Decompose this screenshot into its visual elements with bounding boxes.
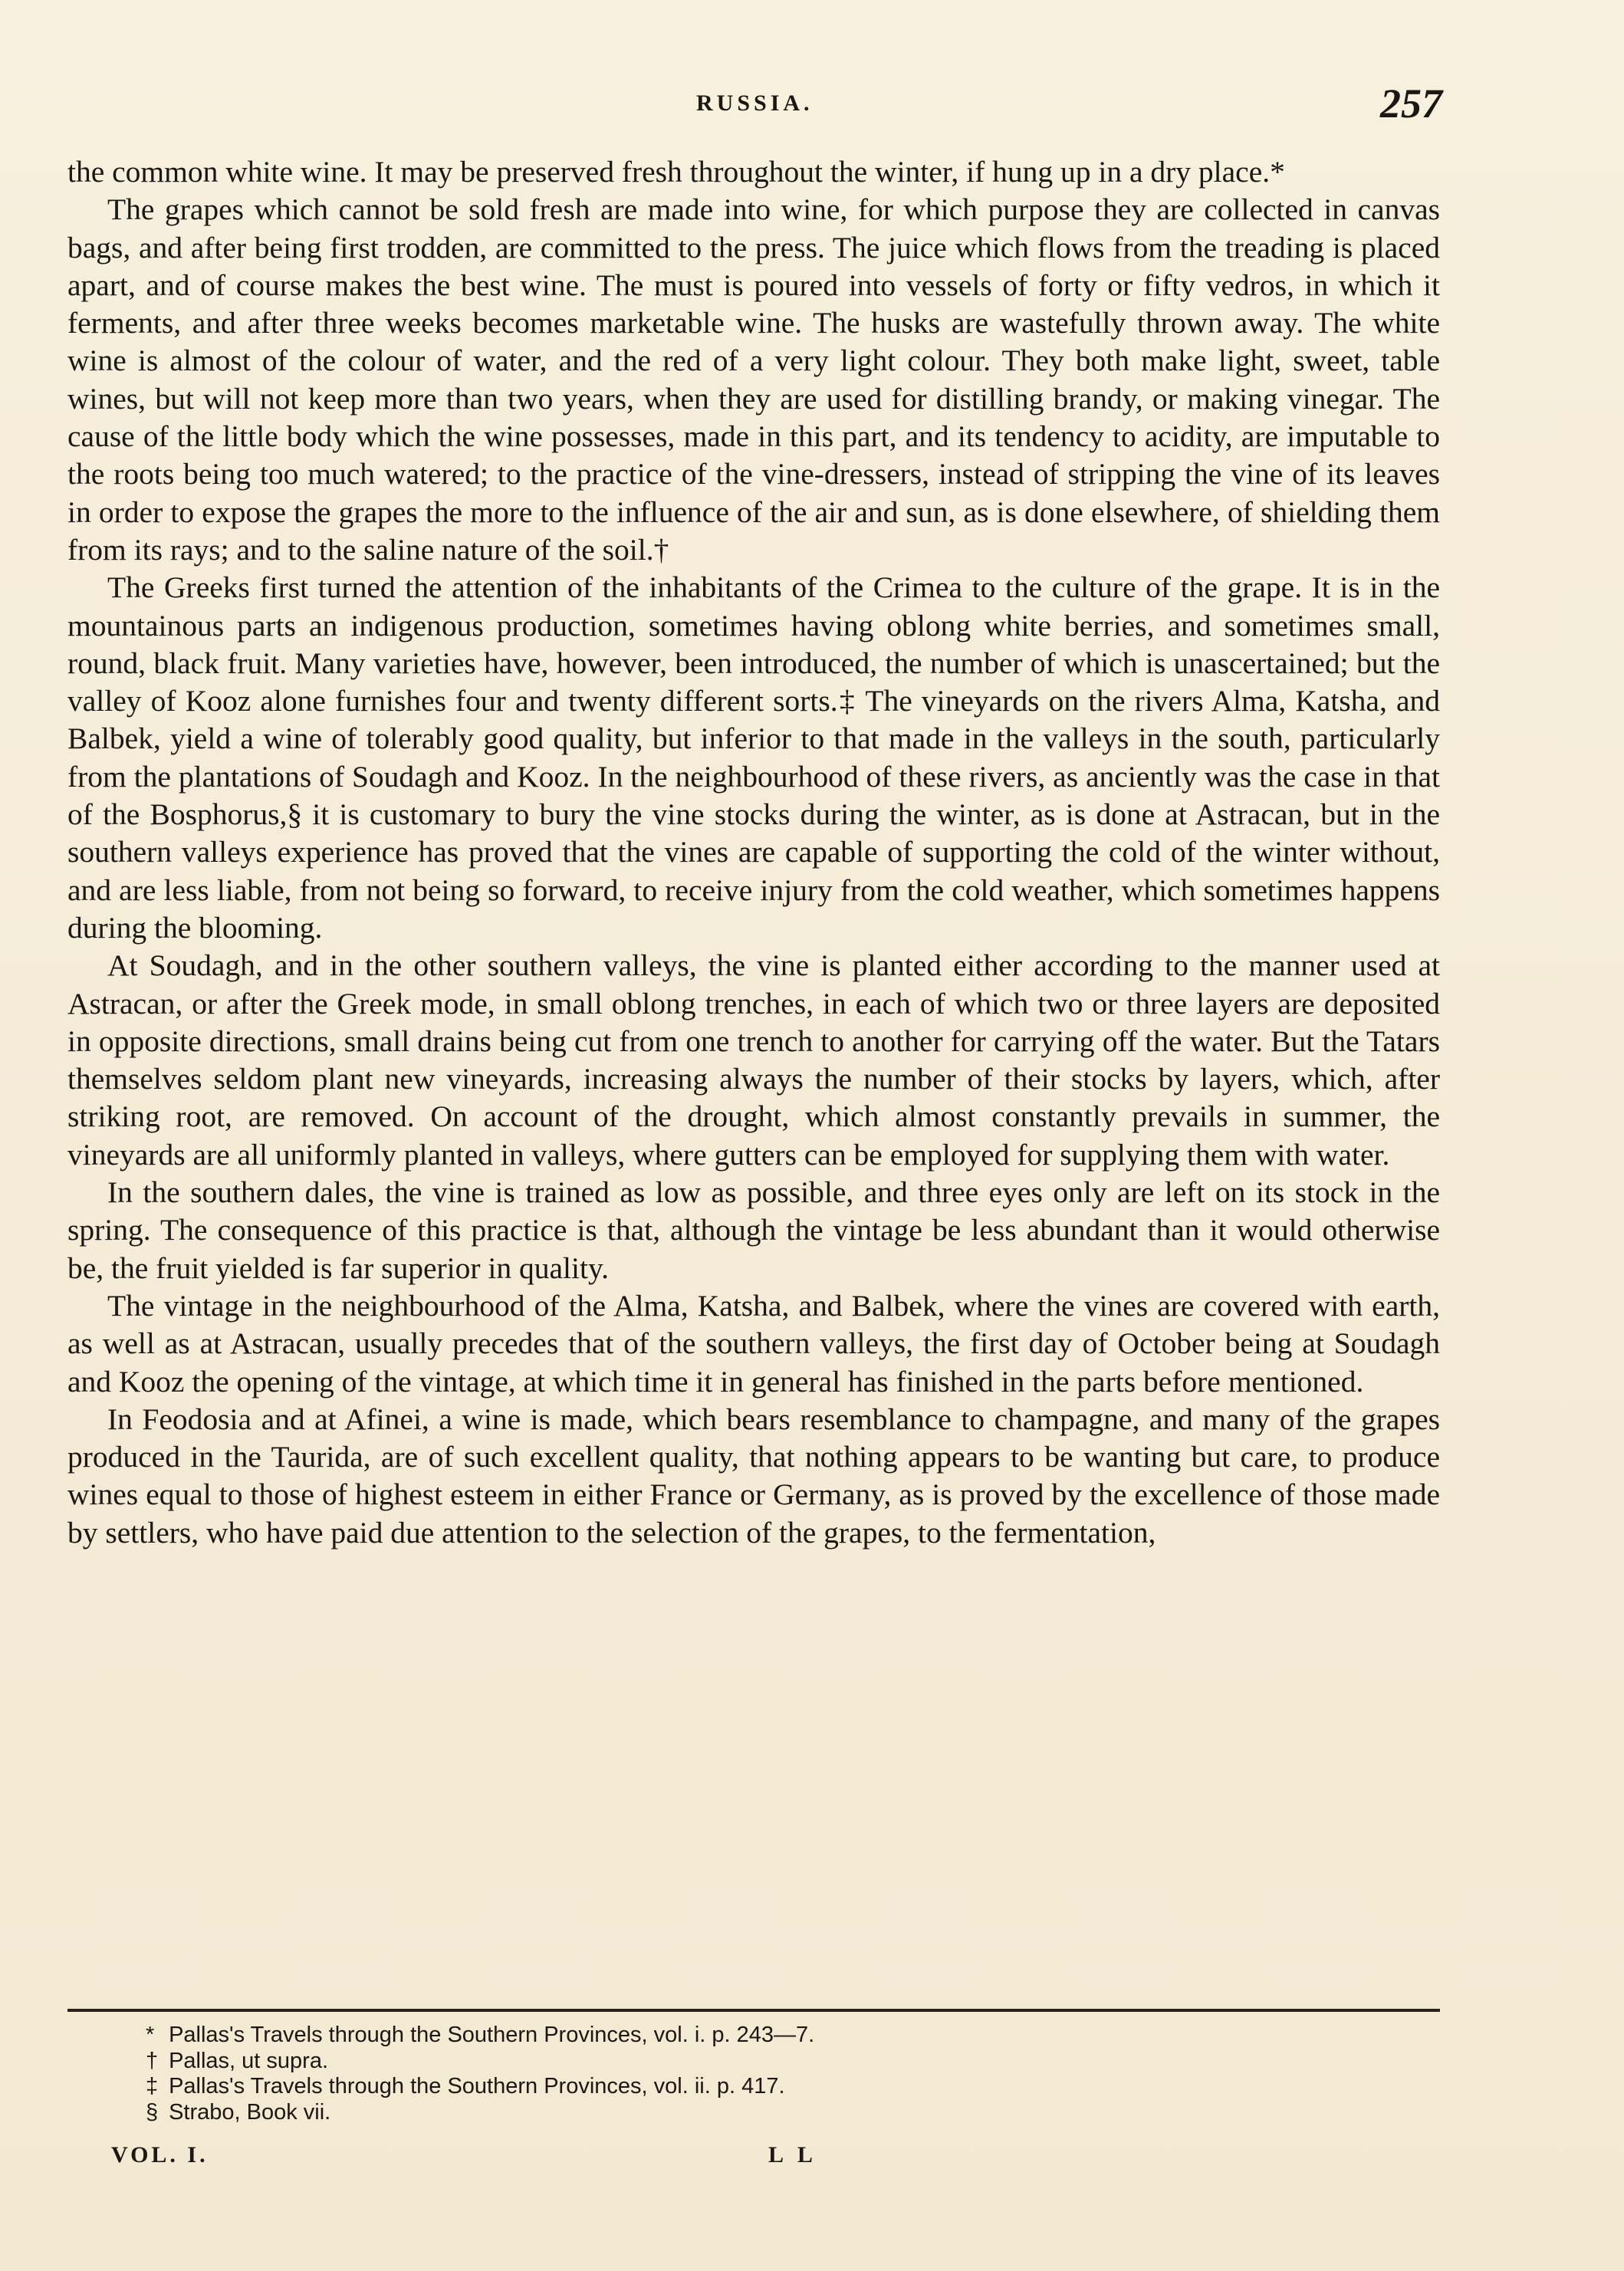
- footnote-text: Strabo, Book vii.: [169, 2099, 331, 2125]
- footnote-mark: §: [146, 2099, 159, 2125]
- volume-signature: VOL. I.: [111, 2142, 209, 2167]
- footnote: [146, 2023, 1296, 2049]
- footnote: [146, 2049, 1296, 2075]
- footnote-rule: [67, 2009, 1440, 2012]
- page-header: [0, 81, 1624, 132]
- footnote-mark: *: [146, 2023, 155, 2047]
- running-head: RUSSIA.: [696, 90, 814, 116]
- paragraph-planting: At Soudagh, and in the other southern valleys, the vine is planted either according to the manner used at Astracan, or after the Greek mode, in small oblong trenches, in each of which two or three layers are deposited in opposite directions, small drains being cut from one trench to another for carrying off the water. But the Tatars themselves seldom plant new vineyards, increasing always the number of their stocks by layers, which, after striking root, are removed. On account of the drought, which almost constantly prevails in summer, the vineyards are all uniformly planted in valleys, where gutters can be employed for supplying them with water.: [67, 948, 1440, 1172]
- footnotes: [146, 2023, 1296, 2125]
- footnote-mark: †: [146, 2048, 159, 2073]
- paragraph-feodosia: In Feodosia and at Afinei, a wine is made, which bears resemblance to champagne, and many of the grapes produced in the Taurida, are of such excellent quality, that nothing appears to be wanting but care, to produce wines equal to those of highest esteem in either France or Germany, as is proved by the excellence of those made by settlers, who have paid due attention to the selection of the grapes, to the fermentation,: [67, 1402, 1440, 1550]
- paragraph-vintage: The vintage in the neighbourhood of the Alma, Katsha, and Balbek, where the vines are covered with earth, as well as at Astracan, usually precedes that of the southern valleys, the first day of October being at Soudagh and Kooz the opening of the vintage, at which time it in general has finished in the parts before mentioned.: [67, 1288, 1440, 1398]
- footnote: [146, 2100, 1296, 2126]
- footnote-mark: ‡: [146, 2074, 159, 2098]
- page-number: 257: [1380, 81, 1442, 127]
- footnote-text: Pallas's Travels through the Southern Provinces, vol. i. p. 243—7.: [169, 2023, 815, 2047]
- gathering-signature: L L: [768, 2142, 817, 2167]
- paragraph-southern-dales: In the southern dales, the vine is trained as low as possible, and three eyes only are left on its stock in the spring. The consequence of this practice is that, although the vintage be less abundant than it would otherwise be, the fruit yielded is far superior in quality.: [67, 1175, 1440, 1285]
- paragraph-continuation: the common white wine. It may be preserved fresh throughout the winter, if hung up in a dry place.*: [67, 155, 1285, 189]
- footnote-text: Pallas, ut supra.: [169, 2048, 329, 2073]
- paragraph-greek-culture: The Greeks first turned the attention of the inhabitants of the Crimea to the culture of the grape. It is in the mountainous parts an indigenous production, sometimes having oblong white berries, and sometimes small, round, black fruit. Many varieties have, however, been introduced, the number of which is unascertained; but the valley of Kooz alone furnishes four and twenty different sorts.‡ The vineyards on the rivers Alma, Katsha, and Balbek, yield a wine of tolerably good quality, but inferior to that made in the valleys in the south, particularly from the plantations of Soudagh and Kooz. In the neighbourhood of these rivers, as anciently was the case in that of the Bosphorus,§ it is customary to bury the vine stocks during the winter, as is done at Astracan, but in the southern valleys experience has proved that the vines are capable of supporting the cold of the winter without, and are less liable, from not being so forward, to receive injury from the cold weather, which sometimes happens during the blooming.: [67, 570, 1440, 945]
- footnote: [146, 2074, 1296, 2100]
- footnote-text: Pallas's Travels through the Southern Provinces, vol. ii. p. 417.: [169, 2074, 785, 2098]
- body-text: [67, 153, 1440, 1552]
- paragraph-wine-making: The grapes which cannot be sold fresh are made into wine, for which purpose they are collected in canvas bags, and after being first trodden, are committed to the press. The juice which flows from the treading is placed apart, and of course makes the best wine. The must is poured into vessels of forty or fifty vedros, in which it ferments, and after three weeks becomes marketable wine. The husks are wastefully thrown away. The white wine is almost of the colour of water, and the red of a very light colour. They both make light, sweet, table wines, but will not keep more than two years, when they are used for distilling brandy, or making vinegar. The cause of the little body which the wine possesses, made in this part, and its tendency to acidity, are imputable to the roots being too much watered; to the practice of the vine-dressers, instead of stripping the vine of its leaves in order to expose the grapes the more to the influence of the air and sun, as is done elsewhere, of shielding them from its rays; and to the saline nature of the soil.†: [67, 192, 1440, 567]
